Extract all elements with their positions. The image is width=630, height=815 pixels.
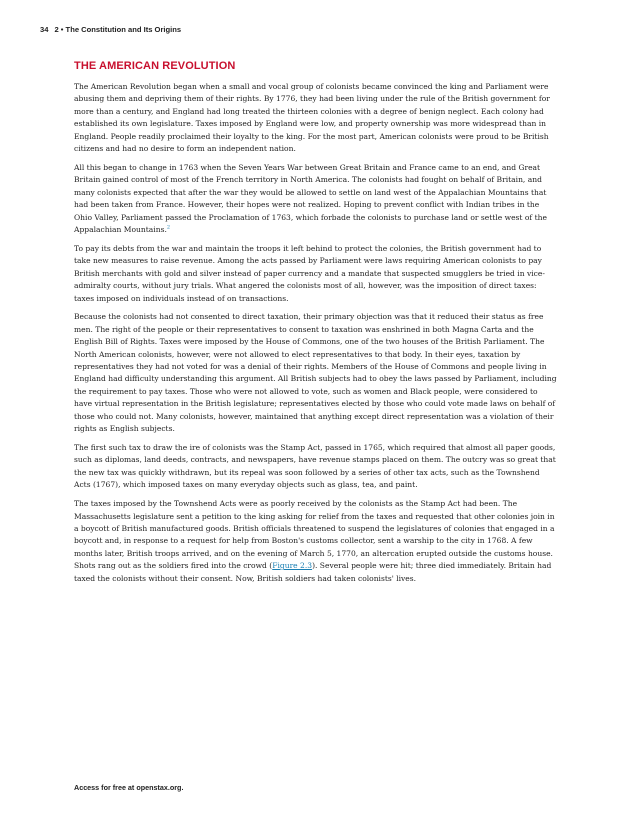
paragraph-1: The American Revolution began when a small and vocal group of colonists became convinced the king and Parliament were abusing them and depriving them of their rights. By 1776, they had been living under the rule of the British government for more than a century, and England had long treated the thirteen colonies with a degree of benign neglect. Each colony had established its own legislature. Taxes imposed by England were low, and property ownership was more widespread than in England. People readily proclaimed their loyalty to the king. For the most part, American colonists were proud to be British citizens and had no desire to form an independent nation.: [74, 82, 550, 154]
paragraph-6-text-end: ). Several people were hit; three died immediately. Britain had taxed the colonists without their consent. Now, British soldiers had taken colonists' lives.: [74, 561, 552, 583]
page-content: [74, 60, 558, 591]
page-number: 34: [40, 25, 49, 34]
footnote-ref-2[interactable]: 2: [166, 224, 171, 231]
paragraph-6-text-start: The taxes imposed by the Townshend Acts were as poorly received by the colonists as the Stamp Act had been. The Massachusetts legislature sent a petition to the king asking for relief from the taxes and requested that other colonies join in a boycott of British manufactured goods. British officials threatened to suspend the legislatures of colonies that engaged in a boycott and, in response to a request for help from Boston's customs collector, sent a warship to the city in 1768. A few months later, British troops arrived, and on the evening of March 5, 1770, an altercation erupted outside the customs house. Shots rang out as the soldiers fired into the crowd (: [74, 499, 555, 571]
paragraph-2: [74, 162, 558, 236]
paragraph-4: Because the colonists had not consented to direct taxation, their primary objection was that it reduced their status as free men. The right of the people or their representatives to consent to taxation was enshrined in both Magna Carta and the English Bill of Rights. Taxes were imposed by the House of Commons, one of the two houses of the British Parliament. The North American colonists, however, were not allowed to elect representatives to that body. In their eyes, taxation by representatives they had not voted for was a denial of their rights. Members of the House of Commons and people living in England had difficulty understanding this argument. All British subjects had to obey the laws passed by Parliament, including the requirement to pay taxes. Those who were not allowed to vote, such as women and Black people, were considered to have virtual representation in the British legislature; representatives elected by those who could vote made laws on behalf of those who could not. Many colonists, however, maintained that anything except direct representation was a violation of their rights as English subjects.: [74, 312, 557, 434]
section-heading: THE AMERICAN REVOLUTION: [74, 60, 236, 72]
paragraph-3: To pay its debts from the war and maintain the troops it left behind to protect the colonies, the British government had to take new measures to raise revenue. Among the acts passed by Parliament were laws requiring American colonists to pay British merchants with gold and silver instead of paper currency and a mandate that suspected smugglers be tried in vice-admiralty courts, without jury trials. What angered the colonists most of all, however, was the imposition of direct taxes: taxes imposed on individuals instead of on transactions.: [74, 243, 545, 303]
figure-link[interactable]: Figure 2.3: [272, 561, 313, 571]
paragraph-6: [74, 498, 558, 585]
paragraph-5: The first such tax to draw the ire of colonists was the Stamp Act, passed in 1765, which required that almost all paper goods, such as diplomas, land deeds, contracts, and newspapers, have revenue stamps placed on them. The outcry was so great that the new tax was quickly withdrawn, but its repeal was soon followed by a series of other tax acts, such as the Townshend Acts (1767), which imposed taxes on many everyday objects such as glass, tea, and paint.: [74, 442, 556, 490]
running-header: [40, 25, 181, 34]
paragraph-2-text: All this began to change in 1763 when the Seven Years War between Great Britain and France came to an end, and Great Britain gained control of most of the French territory in North America. The colonists had fought on behalf of Britain, and many colonists expected that after the war they would be allowed to settle on land west of the Appalachian Mountains that had been taken from France. However, their hopes were not realized. Hoping to prevent conflict with Indian tribes in the Ohio Valley, Parliament passed the Proclamation of 1763, which forbade the colonists to purchase land or settle west of the Appalachian Mountains.: [74, 162, 547, 234]
page-footer: Access for free at openstax.org.: [74, 783, 184, 792]
chapter-title: 2 • The Constitution and Its Origins: [54, 25, 182, 34]
